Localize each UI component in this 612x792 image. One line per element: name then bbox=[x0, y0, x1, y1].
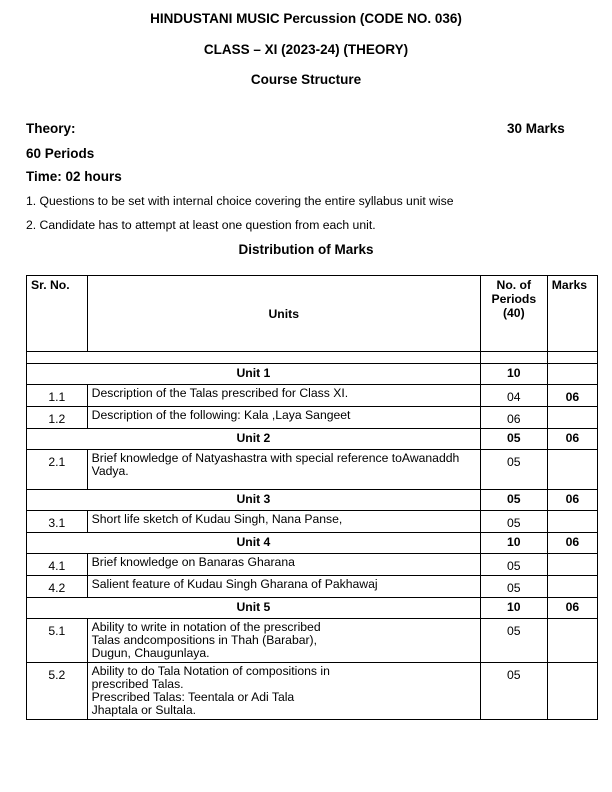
title-class: CLASS – XI (2023-24) (THEORY) bbox=[203, 42, 409, 57]
unit-periods: 10 bbox=[480, 533, 547, 554]
title-course-structure: Course Structure bbox=[250, 72, 362, 87]
unit-name: Unit 3 bbox=[27, 490, 481, 511]
row-desc: Brief knowledge of Natyashastra with special reference toAwanaddh Vadya. bbox=[87, 450, 480, 490]
header-units: Units bbox=[87, 276, 480, 352]
row-marks bbox=[547, 554, 597, 576]
row-sr: 1.1 bbox=[27, 385, 88, 407]
unit-name: Unit 4 bbox=[27, 533, 481, 554]
unit-periods: 05 bbox=[480, 490, 547, 511]
row-sr: 2.1 bbox=[27, 450, 88, 490]
row-desc-line: Ability to do Tala Notation of compositions in bbox=[91, 664, 330, 678]
row-sr: 5.1 bbox=[27, 619, 88, 663]
table-row bbox=[27, 554, 598, 576]
row-sr: 1.2 bbox=[27, 407, 88, 429]
row-periods: 05 bbox=[480, 619, 547, 663]
unit-marks bbox=[547, 364, 597, 385]
unit-name: Unit 2 bbox=[27, 429, 481, 450]
row-periods: 05 bbox=[480, 663, 547, 720]
marks-table bbox=[26, 275, 598, 720]
row-desc-line: prescribed Talas. bbox=[91, 677, 184, 691]
table-row bbox=[27, 385, 598, 407]
unit-periods: 10 bbox=[480, 598, 547, 619]
table-row bbox=[27, 576, 598, 598]
row-desc bbox=[87, 619, 480, 663]
row-marks bbox=[547, 511, 597, 533]
row-sr: 5.2 bbox=[27, 663, 88, 720]
row-marks bbox=[547, 576, 597, 598]
row-sr: 3.1 bbox=[27, 511, 88, 533]
unit-3-row bbox=[27, 490, 598, 511]
row-periods: 06 bbox=[480, 407, 547, 429]
unit-name: Unit 1 bbox=[27, 364, 481, 385]
row-desc-line: Ability to write in notation of the prescribed bbox=[91, 620, 321, 634]
row-desc bbox=[87, 663, 480, 720]
total-marks: 30 Marks bbox=[507, 121, 565, 136]
table-row bbox=[27, 450, 598, 490]
unit-periods: 05 bbox=[480, 429, 547, 450]
row-periods: 05 bbox=[480, 554, 547, 576]
table-row bbox=[27, 407, 598, 429]
unit-marks: 06 bbox=[547, 533, 597, 554]
header-periods: No. of Periods (40) bbox=[480, 276, 547, 352]
row-periods: 05 bbox=[480, 450, 547, 490]
row-marks: 06 bbox=[547, 385, 597, 407]
row-periods: 05 bbox=[480, 576, 547, 598]
instruction-1: 1. Questions to be set with internal choice covering the entire syllabus unit wise bbox=[26, 194, 454, 208]
row-desc-line: Prescribed Talas: Teentala or Adi Tala bbox=[91, 690, 295, 704]
instruction-2: 2. Candidate has to attempt at least one question from each unit. bbox=[26, 218, 376, 232]
unit-name: Unit 5 bbox=[27, 598, 481, 619]
unit-periods: 10 bbox=[480, 364, 547, 385]
unit-1-row bbox=[27, 364, 598, 385]
row-desc-line: Talas andcompositions in Thah (Barabar), bbox=[91, 633, 318, 647]
unit-4-row bbox=[27, 533, 598, 554]
row-desc: Brief knowledge on Banaras Gharana bbox=[87, 554, 480, 576]
header-sr: Sr. No. bbox=[27, 276, 88, 352]
row-desc: Short life sketch of Kudau Singh, Nana Panse, bbox=[87, 511, 480, 533]
row-sr: 4.2 bbox=[27, 576, 88, 598]
unit-5-row bbox=[27, 598, 598, 619]
row-marks bbox=[547, 619, 597, 663]
unit-marks: 06 bbox=[547, 598, 597, 619]
row-periods: 05 bbox=[480, 511, 547, 533]
row-desc: Salient feature of Kudau Singh Gharana of Pakhawaj bbox=[87, 576, 480, 598]
periods-label: 60 Periods bbox=[26, 146, 95, 161]
row-desc: Description of the following: Kala ,Laya Sangeet bbox=[87, 407, 480, 429]
distribution-title: Distribution of Marks bbox=[238, 242, 374, 257]
table-row bbox=[27, 619, 598, 663]
row-marks bbox=[547, 663, 597, 720]
row-marks bbox=[547, 407, 597, 429]
unit-2-row bbox=[27, 429, 598, 450]
row-periods: 04 bbox=[480, 385, 547, 407]
time-label: Time: 02 hours bbox=[26, 169, 122, 184]
unit-marks: 06 bbox=[547, 490, 597, 511]
header-marks: Marks bbox=[547, 276, 597, 352]
unit-marks: 06 bbox=[547, 429, 597, 450]
theory-label: Theory: bbox=[26, 121, 76, 136]
row-desc-line: Jhaptala or Sultala. bbox=[91, 703, 196, 717]
table-row bbox=[27, 511, 598, 533]
table-header-row bbox=[27, 276, 598, 352]
row-desc: Description of the Talas prescribed for Class XI. bbox=[87, 385, 480, 407]
row-marks bbox=[547, 450, 597, 490]
title-subject: HINDUSTANI MUSIC Percussion (CODE NO. 036) bbox=[150, 11, 462, 26]
row-sr: 4.1 bbox=[27, 554, 88, 576]
row-desc-line: Dugun, Chaugunlaya. bbox=[91, 646, 210, 660]
table-row bbox=[27, 663, 598, 720]
